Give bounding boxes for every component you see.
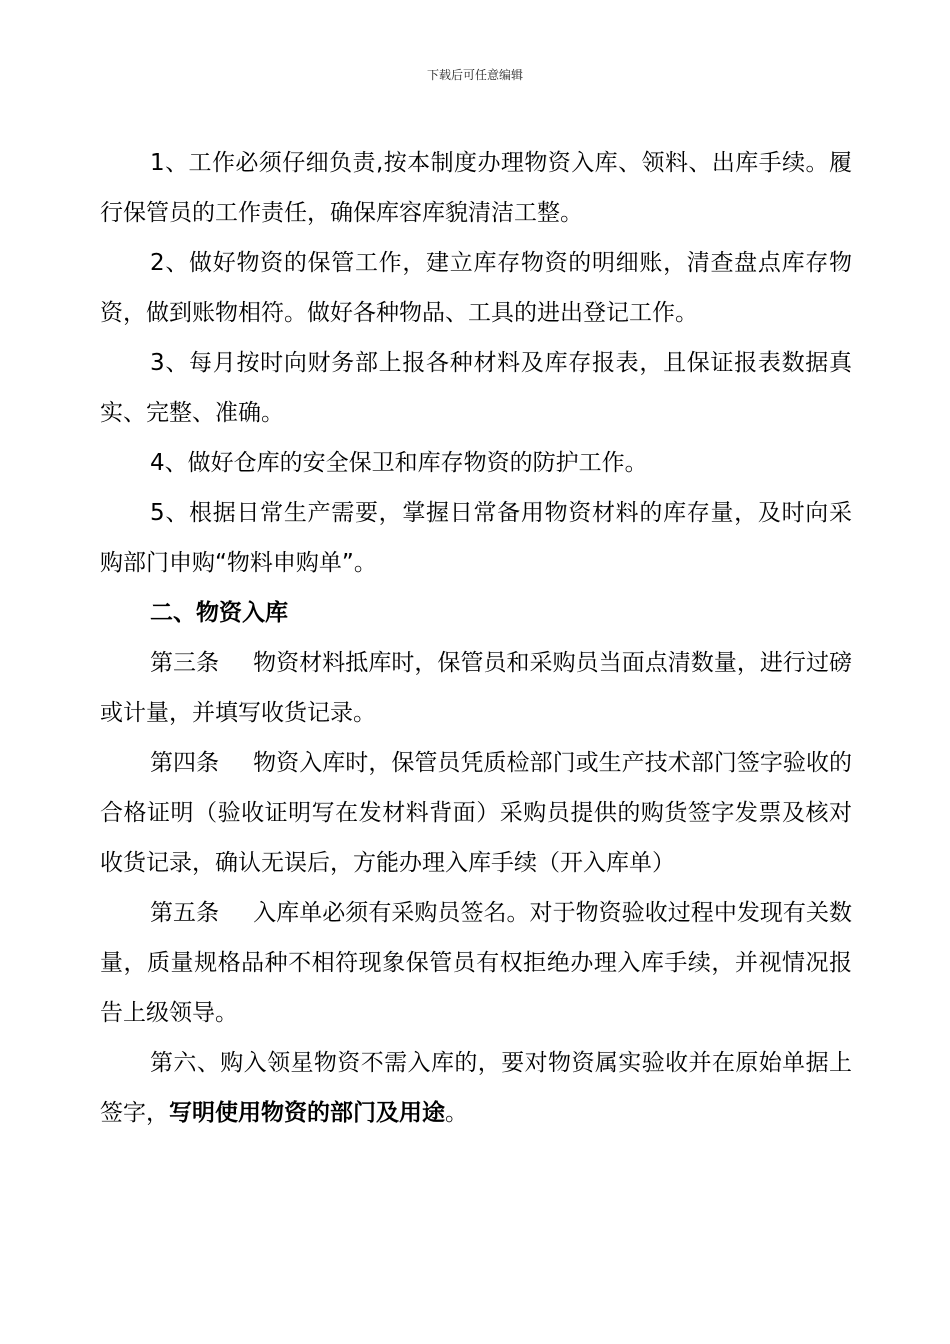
article-text: 物资入库时，保管员凭质检部门或生产技术部门签字验收的合格证明（验收证明写在发材料背面）采购员提供的购货签字发票及核对收货记录，确认无误后，方能办理入库手续（开入库单） (100, 750, 853, 876)
article-3 (100, 638, 852, 738)
duty-item-5: 5、根据日常生产需要，掌握日常备用物资材料的库存量，及时向采购部门申购“物料申购单”。 (100, 500, 852, 576)
article-6-text: 第六、购入领星物资不需入库的，要对物资属实验收并在原始单据上签字， (100, 1050, 852, 1126)
duty-item-3: 3、每月按时向财务部上报各种材料及库存报表，且保证报表数据真实、完整、准确。 (100, 350, 852, 426)
article-6-emphasis: 写明使用物资的部门及用途 (169, 1100, 445, 1126)
section-heading: 二、物资入库 (150, 600, 288, 626)
duty-item-2: 2、做好物资的保管工作，建立库存物资的明细账，清查盘点库存物资，做到账物相符。做好各种物品、工具的进出登记工作。 (100, 250, 852, 326)
duty-item-4: 4、做好仓库的安全保卫和库存物资的防护工作。 (150, 450, 648, 476)
duty-item-1: 1、工作必须仔细负责,按本制度办理物资入库、领料、出库手续。履行保管员的工作责任，确保库容库貌清洁工整。 (100, 150, 852, 226)
article-label: 第五条 (150, 900, 220, 926)
article-6-end: 。 (445, 1100, 468, 1126)
article-text: 入库单必须有采购员签名。对于物资验收过程中发现有关数量，质量规格品种不相符现象保管员有权拒绝办理入库手续，并视情况报告上级领导。 (100, 900, 853, 1026)
article-label: 第三条 (150, 650, 220, 676)
article-5 (100, 888, 852, 1038)
article-6 (100, 1038, 852, 1138)
article-label: 第四条 (150, 750, 220, 776)
page-header: 下载后可任意编辑 (426, 68, 523, 82)
document-body (100, 138, 852, 1138)
article-text: 物资材料抵库时，保管员和采购员当面点清数量，进行过磅或计量，并填写收货记录。 (100, 650, 853, 726)
article-4 (100, 738, 852, 888)
